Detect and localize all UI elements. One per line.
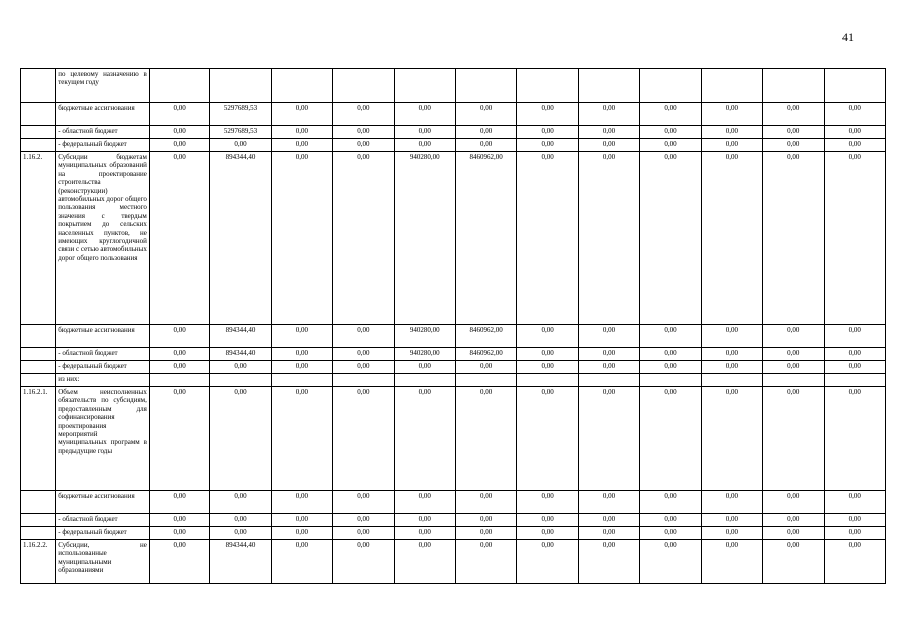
value-cell: 0,00	[271, 387, 332, 491]
value-cell: 0,00	[517, 139, 578, 152]
value-cell: 0,00	[149, 126, 209, 139]
value-cell	[763, 374, 824, 387]
value-cell: 0,00	[149, 491, 209, 514]
value-cell: 0,00	[517, 527, 578, 540]
value-cell: 0,00	[271, 152, 332, 325]
value-cell: 0,00	[149, 139, 209, 152]
value-cell: 940280,00	[394, 325, 455, 348]
value-cell: 0,00	[333, 152, 394, 325]
value-cell: 0,00	[333, 540, 394, 584]
value-cell: 0,00	[210, 527, 271, 540]
value-cell: 0,00	[149, 348, 209, 361]
value-cell	[824, 374, 886, 387]
value-cell: 0,00	[333, 527, 394, 540]
value-cell	[517, 69, 578, 103]
row-name: - федеральный бюджет	[56, 361, 150, 374]
row-name: бюджетные ассигнования	[56, 491, 150, 514]
value-cell: 0,00	[763, 126, 824, 139]
value-cell: 0,00	[455, 527, 516, 540]
row-code	[21, 491, 56, 514]
value-cell	[824, 69, 886, 103]
value-cell: 0,00	[271, 361, 332, 374]
value-cell: 0,00	[763, 152, 824, 325]
value-cell: 0,00	[394, 387, 455, 491]
value-cell: 0,00	[271, 126, 332, 139]
value-cell: 0,00	[394, 126, 455, 139]
value-cell: 0,00	[763, 491, 824, 514]
value-cell	[578, 374, 639, 387]
row-name: Субсидии бюджетам муниципальных образований на проектирование строительства (реконструкции) автомобильных дорог общего пользования местного значения с твердым покрытием до сельских населенных пунктов, не имеющих круглогодичной связи с сетью автомобильных дорог общего пользования	[56, 152, 150, 325]
table-row	[21, 139, 886, 152]
value-cell: 0,00	[578, 103, 639, 126]
value-cell	[701, 374, 762, 387]
value-cell: 0,00	[333, 491, 394, 514]
value-cell: 0,00	[701, 540, 762, 584]
value-cell: 0,00	[701, 348, 762, 361]
value-cell	[455, 69, 516, 103]
row-code	[21, 527, 56, 540]
table-row	[21, 361, 886, 374]
row-code	[21, 139, 56, 152]
value-cell: 0,00	[517, 348, 578, 361]
value-cell	[517, 374, 578, 387]
page-number: 41	[842, 30, 854, 44]
value-cell: 0,00	[210, 387, 271, 491]
value-cell: 0,00	[394, 491, 455, 514]
value-cell: 0,00	[763, 139, 824, 152]
table-row	[21, 348, 886, 361]
value-cell: 0,00	[578, 514, 639, 527]
value-cell: 894344,40	[210, 348, 271, 361]
value-cell: 0,00	[701, 361, 762, 374]
value-cell: 0,00	[640, 126, 701, 139]
value-cell: 0,00	[455, 491, 516, 514]
row-name: - федеральный бюджет	[56, 527, 150, 540]
row-code	[21, 126, 56, 139]
value-cell: 0,00	[210, 514, 271, 527]
row-code	[21, 103, 56, 126]
value-cell: 0,00	[333, 139, 394, 152]
value-cell: 0,00	[517, 152, 578, 325]
row-code: 1.16.2.1.	[21, 387, 56, 491]
value-cell	[763, 69, 824, 103]
row-name: бюджетные ассигнования	[56, 103, 150, 126]
value-cell: 0,00	[640, 139, 701, 152]
table-row	[21, 69, 886, 103]
value-cell: 0,00	[578, 527, 639, 540]
value-cell: 0,00	[824, 491, 886, 514]
value-cell	[640, 69, 701, 103]
row-code	[21, 325, 56, 348]
row-code	[21, 374, 56, 387]
table-row	[21, 152, 886, 325]
value-cell: 940280,00	[394, 152, 455, 325]
value-cell: 894344,40	[210, 325, 271, 348]
table-row	[21, 514, 886, 527]
budget-table	[20, 68, 886, 584]
value-cell: 0,00	[271, 491, 332, 514]
row-code	[21, 361, 56, 374]
value-cell	[210, 69, 271, 103]
value-cell: 0,00	[701, 514, 762, 527]
value-cell: 0,00	[455, 514, 516, 527]
value-cell: 0,00	[824, 126, 886, 139]
value-cell: 0,00	[640, 348, 701, 361]
value-cell: 0,00	[824, 152, 886, 325]
row-name: Субсидии, не использованные муниципальными образованиями	[56, 540, 150, 584]
value-cell	[701, 69, 762, 103]
value-cell: 0,00	[149, 152, 209, 325]
value-cell: 0,00	[394, 361, 455, 374]
value-cell: 0,00	[333, 126, 394, 139]
value-cell: 0,00	[763, 325, 824, 348]
value-cell: 0,00	[640, 527, 701, 540]
value-cell: 0,00	[517, 126, 578, 139]
value-cell: 0,00	[149, 325, 209, 348]
value-cell: 0,00	[640, 387, 701, 491]
value-cell: 0,00	[578, 540, 639, 584]
value-cell: 0,00	[824, 139, 886, 152]
value-cell: 0,00	[824, 103, 886, 126]
value-cell: 0,00	[149, 514, 209, 527]
value-cell: 0,00	[271, 139, 332, 152]
value-cell: 0,00	[763, 361, 824, 374]
value-cell: 0,00	[333, 103, 394, 126]
value-cell: 0,00	[701, 491, 762, 514]
value-cell: 0,00	[149, 527, 209, 540]
table-row	[21, 527, 886, 540]
value-cell: 0,00	[210, 491, 271, 514]
value-cell: 894344,40	[210, 540, 271, 584]
value-cell: 0,00	[394, 514, 455, 527]
value-cell: 0,00	[517, 514, 578, 527]
value-cell: 0,00	[149, 540, 209, 584]
value-cell: 0,00	[455, 540, 516, 584]
value-cell: 8460962,00	[455, 325, 516, 348]
value-cell	[149, 374, 209, 387]
value-cell: 0,00	[763, 527, 824, 540]
value-cell: 0,00	[517, 361, 578, 374]
table-row	[21, 325, 886, 348]
value-cell: 0,00	[210, 361, 271, 374]
value-cell: 5297689,53	[210, 103, 271, 126]
value-cell: 0,00	[824, 348, 886, 361]
value-cell: 0,00	[578, 139, 639, 152]
value-cell: 0,00	[333, 325, 394, 348]
value-cell: 0,00	[517, 325, 578, 348]
table-row	[21, 103, 886, 126]
value-cell: 0,00	[271, 527, 332, 540]
value-cell: 0,00	[455, 361, 516, 374]
value-cell: 0,00	[271, 514, 332, 527]
row-name: - областной бюджет	[56, 126, 150, 139]
table-row	[21, 126, 886, 139]
value-cell: 0,00	[517, 387, 578, 491]
value-cell: 0,00	[701, 527, 762, 540]
value-cell: 0,00	[271, 325, 332, 348]
value-cell: 0,00	[824, 527, 886, 540]
value-cell: 0,00	[271, 348, 332, 361]
value-cell: 0,00	[763, 514, 824, 527]
value-cell: 0,00	[824, 514, 886, 527]
value-cell	[394, 69, 455, 103]
value-cell	[271, 374, 332, 387]
value-cell	[394, 374, 455, 387]
value-cell: 0,00	[824, 361, 886, 374]
value-cell: 0,00	[210, 139, 271, 152]
value-cell: 894344,40	[210, 152, 271, 325]
value-cell: 0,00	[763, 387, 824, 491]
value-cell: 0,00	[455, 139, 516, 152]
row-code: 1.16.2.2.	[21, 540, 56, 584]
row-code	[21, 348, 56, 361]
value-cell: 0,00	[149, 387, 209, 491]
row-name: по целевому назначению в текущем году	[56, 69, 150, 103]
value-cell: 0,00	[640, 361, 701, 374]
value-cell: 0,00	[333, 514, 394, 527]
value-cell: 0,00	[517, 540, 578, 584]
value-cell: 0,00	[578, 491, 639, 514]
value-cell: 0,00	[394, 540, 455, 584]
value-cell: 0,00	[455, 103, 516, 126]
row-name: из них:	[56, 374, 150, 387]
value-cell: 0,00	[640, 491, 701, 514]
value-cell: 0,00	[394, 103, 455, 126]
row-name: - федеральный бюджет	[56, 139, 150, 152]
value-cell: 0,00	[640, 103, 701, 126]
value-cell	[333, 69, 394, 103]
value-cell	[455, 374, 516, 387]
value-cell	[271, 69, 332, 103]
value-cell: 0,00	[824, 387, 886, 491]
value-cell	[578, 69, 639, 103]
value-cell: 0,00	[149, 103, 209, 126]
value-cell	[640, 374, 701, 387]
value-cell: 0,00	[455, 126, 516, 139]
value-cell: 0,00	[333, 387, 394, 491]
value-cell: 0,00	[578, 325, 639, 348]
row-name: - областной бюджет	[56, 514, 150, 527]
value-cell: 0,00	[763, 103, 824, 126]
value-cell: 0,00	[824, 540, 886, 584]
value-cell: 0,00	[640, 540, 701, 584]
value-cell: 0,00	[701, 152, 762, 325]
value-cell: 0,00	[701, 103, 762, 126]
value-cell: 0,00	[701, 325, 762, 348]
value-cell: 0,00	[394, 139, 455, 152]
value-cell: 0,00	[149, 361, 209, 374]
value-cell: 8460962,00	[455, 152, 516, 325]
value-cell: 0,00	[701, 126, 762, 139]
value-cell: 0,00	[333, 361, 394, 374]
table-row	[21, 540, 886, 584]
value-cell	[333, 374, 394, 387]
value-cell: 0,00	[701, 139, 762, 152]
row-code	[21, 69, 56, 103]
value-cell: 0,00	[271, 540, 332, 584]
value-cell: 0,00	[578, 126, 639, 139]
value-cell: 0,00	[640, 325, 701, 348]
value-cell: 0,00	[333, 348, 394, 361]
value-cell: 0,00	[578, 387, 639, 491]
row-code: 1.16.2.	[21, 152, 56, 325]
value-cell: 0,00	[701, 387, 762, 491]
value-cell: 0,00	[824, 325, 886, 348]
value-cell	[210, 374, 271, 387]
table-row	[21, 374, 886, 387]
value-cell: 0,00	[271, 103, 332, 126]
row-name: Объем неисполненных обязательств по субсидиям, предоставленным для софинансирования проектирования мероприятий муниципальных программ в предыдущие годы	[56, 387, 150, 491]
table-row	[21, 491, 886, 514]
row-name: - областной бюджет	[56, 348, 150, 361]
value-cell: 0,00	[578, 361, 639, 374]
value-cell: 0,00	[455, 387, 516, 491]
value-cell: 0,00	[763, 540, 824, 584]
row-name: бюджетные ассигнования	[56, 325, 150, 348]
row-code	[21, 514, 56, 527]
value-cell: 0,00	[517, 491, 578, 514]
value-cell: 0,00	[517, 103, 578, 126]
value-cell: 8460962,00	[455, 348, 516, 361]
table-row	[21, 387, 886, 491]
value-cell: 0,00	[763, 348, 824, 361]
value-cell: 0,00	[640, 152, 701, 325]
value-cell: 0,00	[578, 152, 639, 325]
value-cell: 940280,00	[394, 348, 455, 361]
value-cell	[149, 69, 209, 103]
value-cell: 5297689,53	[210, 126, 271, 139]
value-cell: 0,00	[394, 527, 455, 540]
value-cell: 0,00	[578, 348, 639, 361]
value-cell: 0,00	[640, 514, 701, 527]
